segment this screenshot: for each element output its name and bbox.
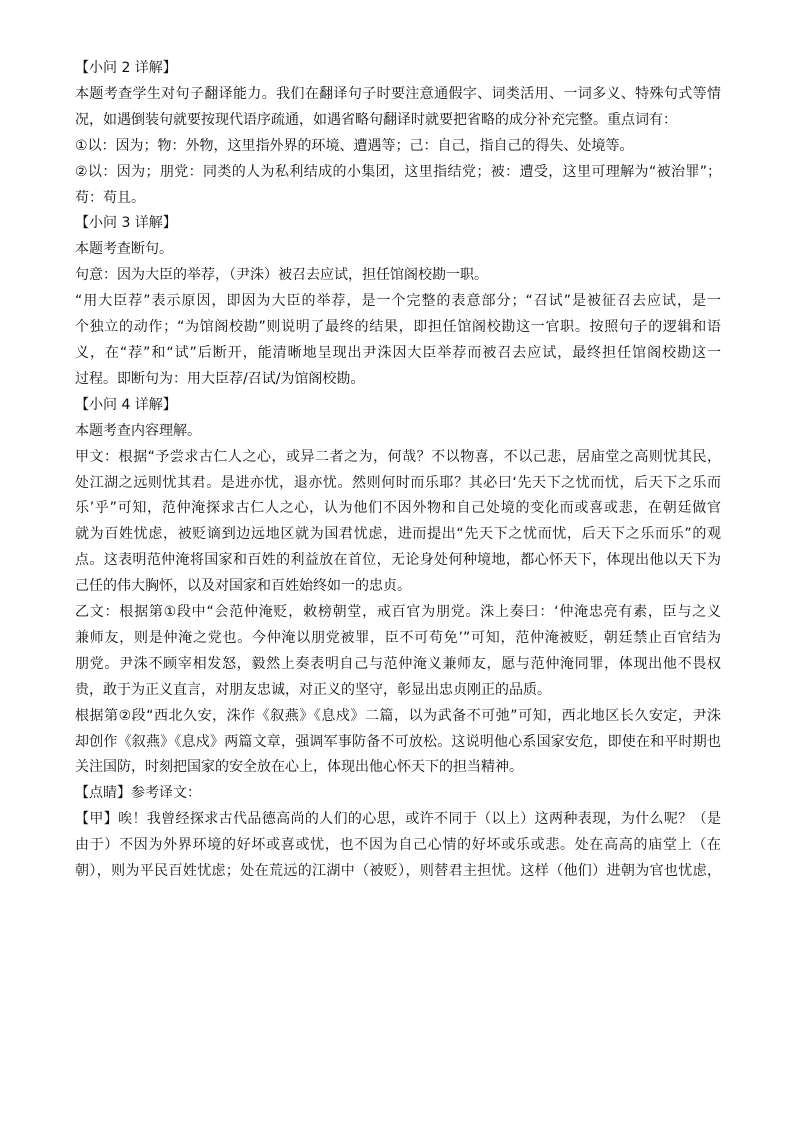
text-line: 朝），则为平民百姓忧虑；处在荒远的江湖中（被贬），则替君主担忧。这样（他们）进朝为官也忧虑，: [75, 863, 721, 880]
text-line: 却创作《叙燕》《息戍》两篇文章，强调军事防备不可放松。这说明他心系国家安危，即使在和平时期也: [75, 733, 721, 750]
text-line: 根据第②段“西北久安，洙作《叙燕》《息戍》二篇，以为武备不可弛”可知，西北地区长久安定，尹洙: [75, 707, 721, 724]
text-line: 过程。即断句为：用大臣荐/召试/为馆阁校勘。: [75, 370, 365, 387]
text-line: 由于）不因为外界环境的好坏或喜或忧，也不因为自己心情的好坏或乐或悲。处在高高的庙堂上（在: [75, 837, 721, 854]
text-line: 贵，敢于为正义直言，对朋友忠诚，对正义的坚守，彰显出忠贞刚正的品质。: [75, 681, 551, 698]
text-line: 苟：苟且。: [75, 189, 145, 206]
text-line: 点。这表明范仲淹将国家和百姓的利益放在首位，无论身处何种境地，都心怀天下，体现出他以天下为: [75, 552, 721, 569]
text-line: 本题考查断句。: [75, 241, 173, 258]
text-line: 甲文：根据“予尝求古仁人之心，或异二者之为，何哉？不以物喜，不以己悲，居庙堂之高则忧其民，: [75, 448, 721, 465]
text-line: 乙文：根据第①段中“会范仲淹贬，敕榜朝堂，戒百官为朋党。洙上奏曰：‘仲淹忠亮有素，臣与之义: [75, 604, 721, 621]
text-line: 况，如遇倒装句就要按现代语序疏通，如遇省略句翻译时就要把省略的成分补充完整。重点词有：: [75, 111, 677, 128]
text-line: 关注国防，时刻把国家的安全放在心上，体现出他心怀天下的担当精神。: [75, 759, 523, 776]
text-line: 本题考查内容理解。: [75, 422, 201, 439]
text-line: 句意：因为大臣的举荐，（尹洙）被召去应试，担任馆阁校勘一职。: [75, 267, 488, 284]
section-heading: 【小问 3 详解】: [75, 215, 177, 232]
text-line: ①以：因为；物：外物，这里指外界的环境、遭遇等；己：自己，指自己的得失、处境等。: [75, 137, 634, 154]
section-heading: 【甲】唉！我曾经探求古代品德高尚的人们的心思，或许不同于（以上）这两种表现，为什么呢？（是: [75, 811, 721, 828]
section-heading: 【点睛】参考译文：: [75, 785, 201, 802]
text-line: 就为百姓忧虑，被贬谪到边远地区就为国君忧虑，进而提出“先天下之忧而忧，后天下之乐而乐”的观: [75, 526, 721, 543]
text-line: “用大臣荐”表示原因，即因为大臣的举荐，是一个完整的表意部分；“召试”是被征召去应试，是一: [75, 293, 721, 310]
text-line: 朋党。尹洙不顾宰相发怒，毅然上奏表明自己与范仲淹义兼师友，愿与范仲淹同罪，体现出他不畏权: [75, 655, 721, 672]
section-heading: 【小问 2 详解】: [75, 60, 177, 76]
text-line: 己任的伟大胸怀，以及对国家和百姓始终如一的忠贞。: [75, 578, 411, 595]
text-line: 兼师友，则是仲淹之党也。今仲淹以朋党被罪，臣不可苟免’”可知，范仲淹被贬，朝廷禁止百官结为: [75, 629, 721, 646]
section-heading: 【小问 4 详解】: [75, 396, 177, 413]
text-line: 处江湖之远则忧其君。是进亦忧，退亦忧。然则何时而乐耶？其必曰‘先天下之忧而忧，后天下之乐而: [75, 474, 721, 491]
text-line: 义，在“荐”和“试”后断开，能清晰地呈现出尹洙因大臣举荐而被召去应试，最终担任馆阁校勘这一: [75, 344, 721, 361]
text-line: 个独立的动作；“为馆阁校勘”则说明了最终的结果，即担任馆阁校勘这一官职。按照句子的逻辑和语: [75, 319, 721, 336]
text-line: ②以：因为；朋党：同类的人为私利结成的小集团，这里指结党；被：遭受，这里可理解为“被治罪”；: [75, 163, 721, 180]
text-line: 乐’乎”可知，范仲淹探求古仁人之心，认为他们不因外物和自己处境的变化而或喜或悲，在朝廷做官: [75, 500, 721, 517]
document-page: [75, 56, 721, 885]
text-line: 本题考查学生对句子翻译能力。我们在翻译句子时要注意通假字、词类活用、一词多义、特殊句式等情: [75, 85, 721, 102]
